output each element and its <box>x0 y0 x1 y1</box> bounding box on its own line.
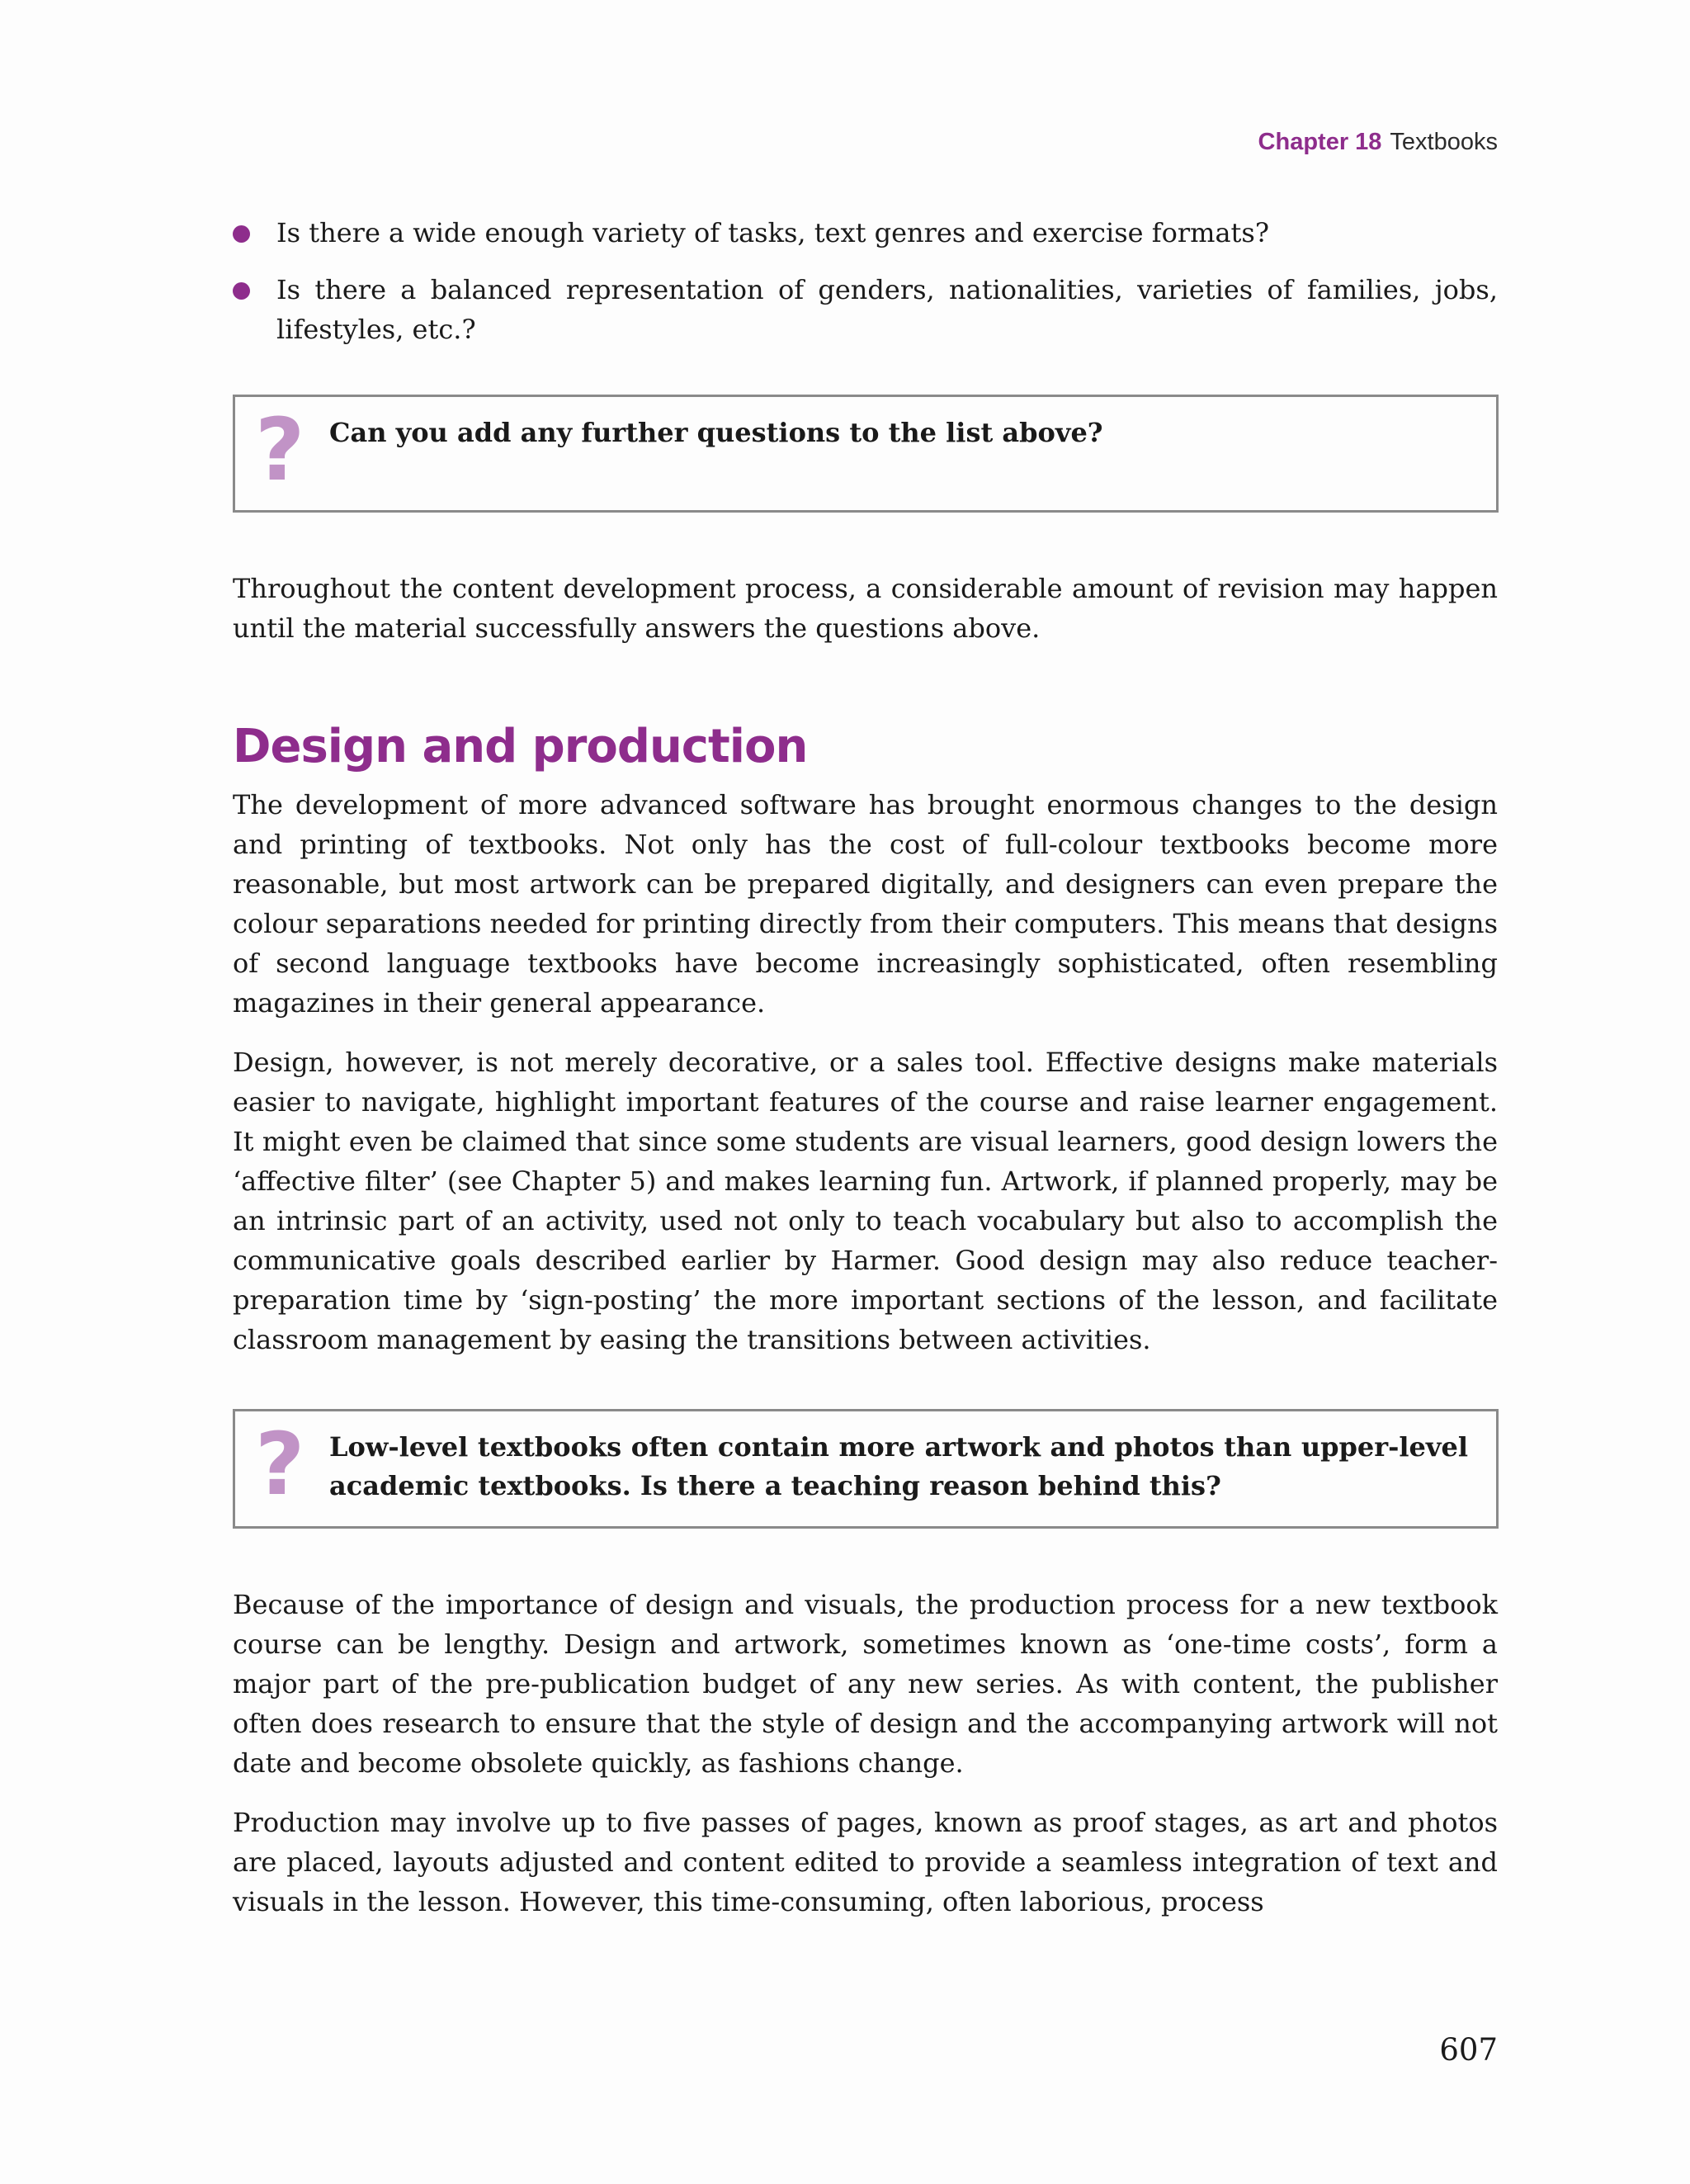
question-mark-icon: ? <box>255 399 305 500</box>
paragraph: Because of the importance of design and visuals, the production process for a new textbook course can be lengthy. Design and artwork, sometimes known as ‘one-time costs’, form a major part of the pre-publication budget of any new series. As with content, the publisher often does research to ensure that the style of design and the accompanying artwork will not date and become obsolete quickly, as fashions change. <box>233 1589 1498 1779</box>
list-item <box>233 213 1498 253</box>
question-mark-icon: ? <box>255 1414 305 1515</box>
paragraph: Production may involve up to five passes of pages, known as proof stages, as art and photos are placed, layouts adjusted and content edited to provide a seamless integration of text and visuals in the lesson. However, this time-consuming, often laborious, process <box>233 1807 1498 1917</box>
bullet-icon <box>233 282 250 300</box>
paragraph: Throughout the content development process, a considerable amount of revision may happen until the material successfully answers the questions above. <box>233 573 1498 644</box>
question-box <box>233 1409 1499 1529</box>
running-head <box>1258 129 1498 156</box>
list-item-text: Is there a wide enough variety of tasks, text genres and exercise formats? <box>276 217 1269 248</box>
list-item-text: Is there a balanced representation of genders, nationalities, varieties of families, jobs, lifestyles, etc.? <box>276 274 1498 345</box>
page-content <box>233 213 1498 1922</box>
list-item <box>233 270 1498 349</box>
page-number: 607 <box>1439 2032 1498 2068</box>
section-heading: Design and production <box>233 720 808 773</box>
paragraph: The development of more advanced software has brought enormous changes to the design and printing of textbooks. Not only has the cost of full-colour textbooks become more reasonable, but most artwork can be prepared digitally, and designers can even prepare the colour separations needed for printing directly from their computers. This means that designs of second language textbooks have become increasingly sophisticated, often resembling magazines in their general appearance. <box>233 789 1498 1019</box>
chapter-label: Chapter 18 <box>1258 129 1382 155</box>
bullet-icon <box>233 225 250 243</box>
question-text: Can you add any further questions to the list above? <box>329 417 1103 448</box>
question-box <box>233 395 1499 513</box>
chapter-title: Textbooks <box>1390 129 1498 155</box>
bullet-list <box>233 213 1498 349</box>
question-text: Low-level textbooks often contain more artwork and photos than upper-level academic textbooks. Is there a teaching reason behind this? <box>329 1431 1468 1501</box>
paragraph: Design, however, is not merely decorative, or a sales tool. Effective designs make materials easier to navigate, highlight important features of the course and raise learner engagement. It might even be claimed that since some students are visual learners, good design lowers the ‘affective filter’ (see Chapter 5) and makes learning fun. Artwork, if planned properly, may be an intrinsic part of an activity, used not only to teach vocabulary but also to accomplish the communicative goals described earlier by Harmer. Good design may also reduce teacher-preparation time by ‘sign-posting’ the more important sections of the lesson, and facilitate classroom management by easing the transitions between activities. <box>233 1047 1498 1355</box>
